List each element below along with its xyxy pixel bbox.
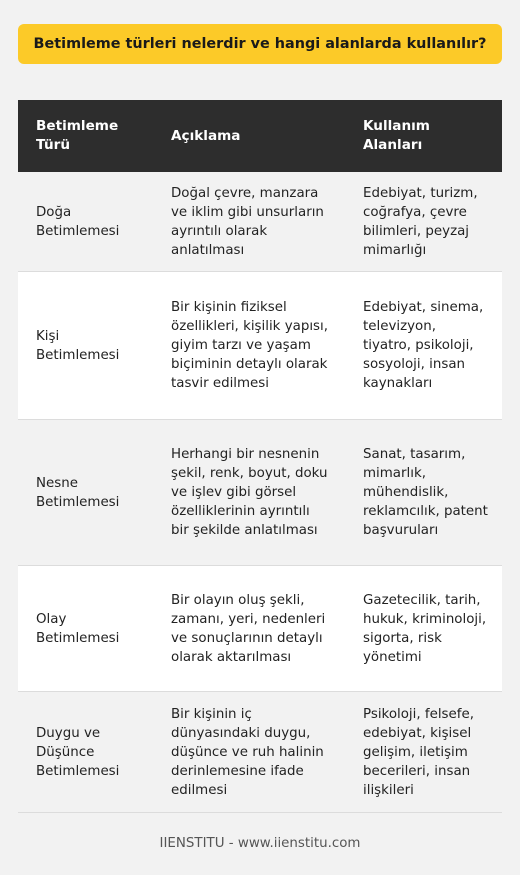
cell-description: Bir kişinin fiziksel özellikleri, kişilik yapısı, giyim tarzı ve yaşam biçiminin detaylı olarak tasvir edilmesi: [171, 300, 328, 391]
cell-type: Kişi Betimlemesi: [36, 328, 120, 363]
cell-type: Olay Betimlemesi: [36, 611, 120, 646]
cell-description: Herhangi bir nesnenin şekil, renk, boyut, doku ve işlev gibi görsel özelliklerinin ayrıntılı bir şekilde anlatılması: [171, 447, 328, 538]
table-row: [18, 172, 502, 272]
cell-usage: Sanat, tasarım, mimarlık, mühendislik, reklamcılık, patent başvuruları: [363, 447, 488, 538]
betimleme-table: [18, 100, 502, 813]
header-betimleme-turu: Betimleme Türü: [36, 118, 119, 153]
cell-description: Bir kişinin iç dünyasındaki duygu, düşünce ve ruh halinin derinlemesine ifade edilmesi: [171, 706, 324, 798]
cell-description: Bir olayın oluş şekli, zamanı, yeri, nedenleri ve sonuçlarının detaylı olarak aktarılması: [171, 592, 326, 665]
cell-description: Doğal çevre, manzara ve iklim gibi unsurların ayrıntılı olarak anlatılması: [171, 185, 324, 258]
table-row: [18, 566, 502, 692]
header-aciklama: Açıklama: [171, 127, 241, 144]
table-header-row: [18, 100, 502, 172]
cell-type: Duygu ve Düşünce Betimlemesi: [36, 725, 120, 779]
cell-usage: Gazetecilik, tarih, hukuk, kriminoloji, sigorta, risk yönetimi: [363, 592, 487, 665]
table-row: [18, 272, 502, 420]
page-title: Betimleme türleri nelerdir ve hangi alanlarda kullanılır?: [18, 24, 502, 64]
cell-usage: Psikoloji, felsefe, edebiyat, kişisel gelişim, iletişim becerileri, insan ilişkileri: [363, 706, 474, 798]
cell-usage: Edebiyat, turizm, coğrafya, çevre bilimleri, peyzaj mimarlığı: [363, 185, 478, 258]
cell-type: Doğa Betimlemesi: [36, 204, 120, 239]
cell-type: Nesne Betimlemesi: [36, 475, 120, 510]
header-kullanim-alanlari: Kullanım Alanları: [363, 118, 430, 153]
footer-credit: IIENSTITU - www.iienstitu.com: [159, 836, 361, 851]
table-row: [18, 692, 502, 813]
table-row: [18, 420, 502, 566]
cell-usage: Edebiyat, sinema, televizyon, tiyatro, psikoloji, sosyoloji, insan kaynakları: [363, 300, 484, 391]
